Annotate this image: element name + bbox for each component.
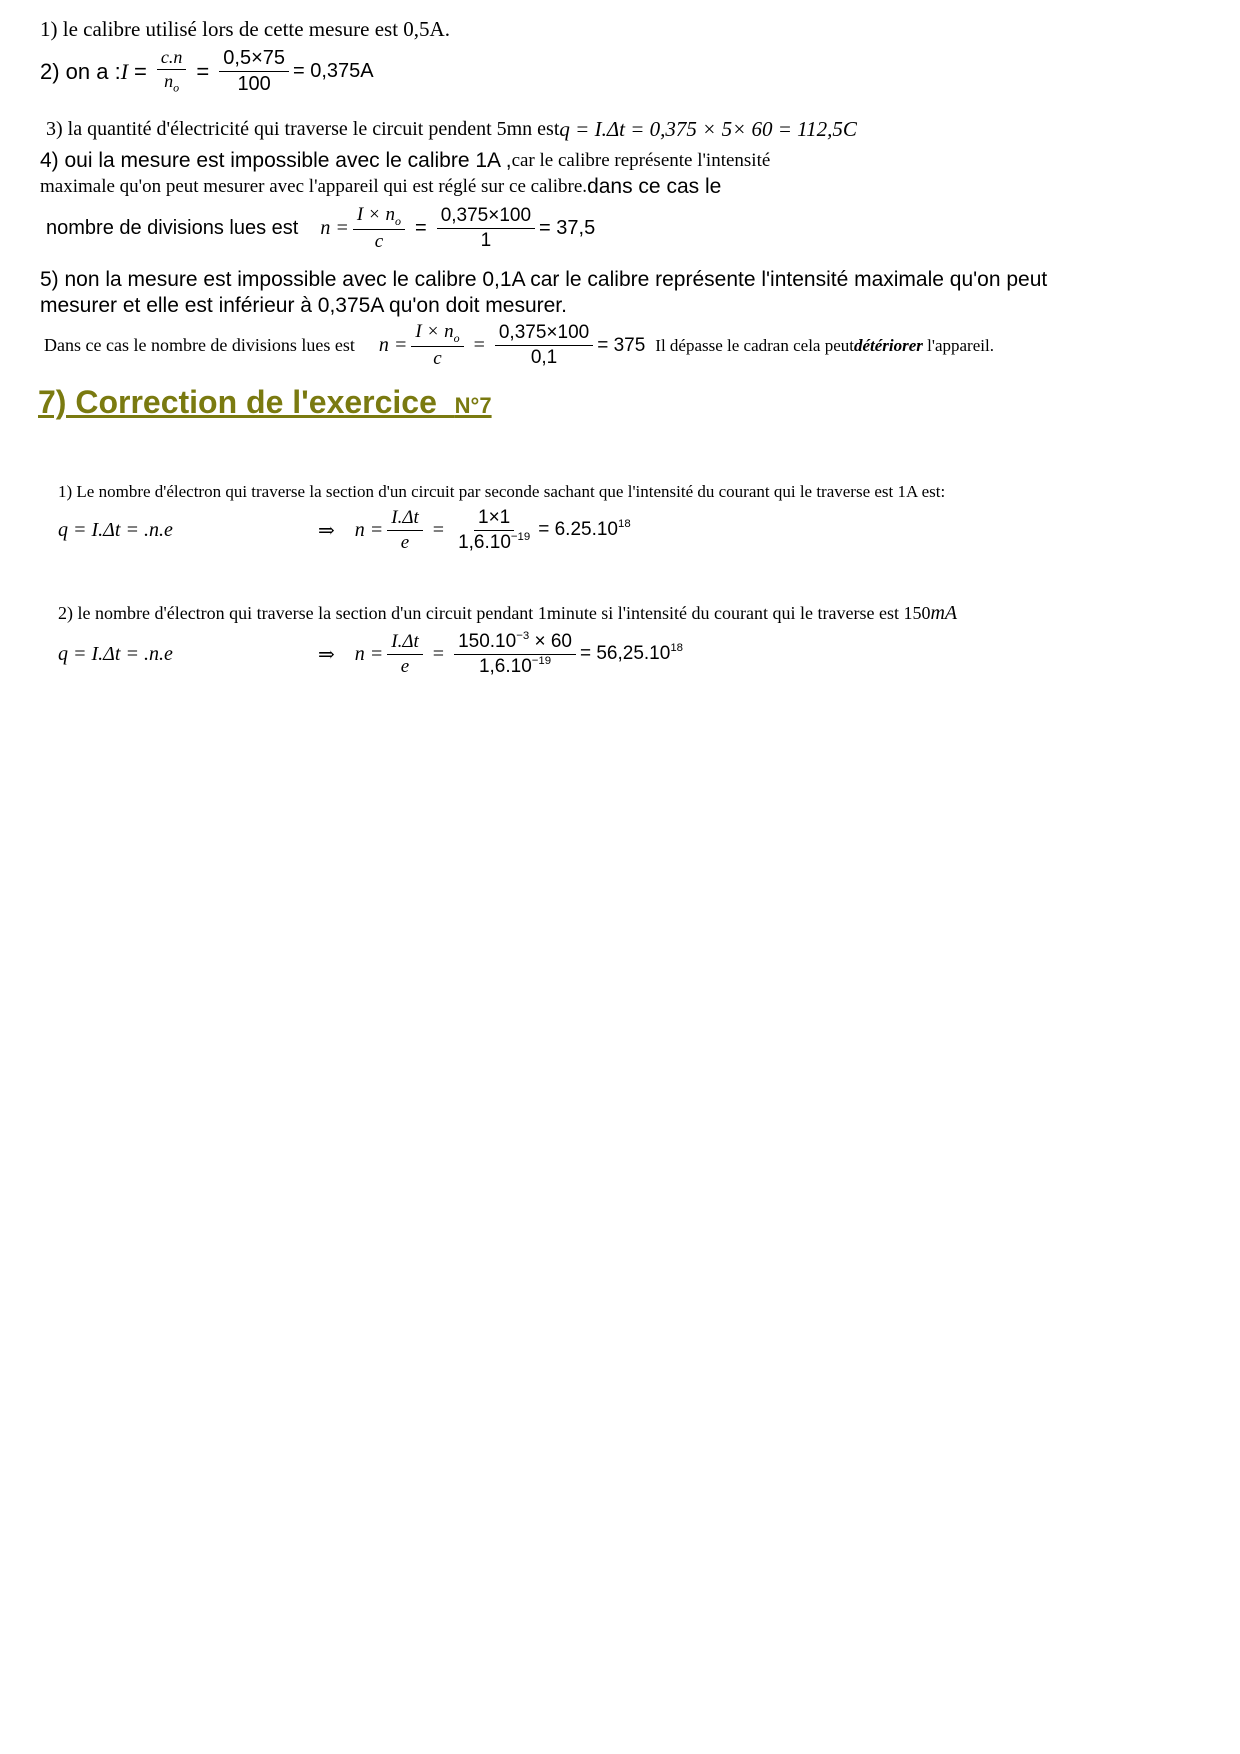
exercise-7-formula-1: q = I.Δt = .n.e ⇒ n = $\frac{I.\Delta t}{e}$ = $\frac{1\times 1}{1,6.10^{-19}}$ = $6.25.10^{18}$ (58, 507, 631, 553)
answer-2-fraction-2 (219, 48, 289, 95)
implies-icon: ⇒ (318, 643, 335, 666)
exercise-7-question-2 (58, 602, 957, 625)
answer-4-text-d: dans ce cas le (587, 175, 722, 198)
answer-1-line (40, 17, 450, 42)
answer-4-text-a: 4) oui la mesure est impossible avec le calibre 1A , (40, 149, 512, 172)
question-1-text: 1) Le nombre d'électron qui traverse la section d'un circuit par seconde sachant que l'intensité du courant qui le traverse est 1A est: (58, 482, 946, 501)
answer-2-var: I (120, 58, 129, 84)
section-heading (38, 384, 492, 421)
answer-1-text: 1) le calibre utilisé lors de cette mesure est 0,5A. (40, 17, 450, 41)
fraction-numerator: $150.10^{-3} \times 60$ (454, 632, 576, 655)
fraction-denominator: $1,6.10^{-19}$ (458, 530, 531, 553)
answer-5-result: = 375 (597, 334, 646, 356)
answer-5-formula-text: Dans ce cas le nombre de divisions lues est (44, 335, 355, 356)
fraction-numerator: 1×1 (474, 508, 514, 531)
answer-5-fraction-1 (411, 322, 463, 369)
answer-4-line-2 (40, 175, 721, 199)
fraction-numerator: I.Δt (387, 632, 423, 655)
answer-3-formula: q = I.Δt = 0,375 × 5× 60 = 112,5C (559, 117, 857, 141)
answer-2-fraction-1 (157, 48, 187, 94)
answer-5-fraction-2 (495, 323, 593, 368)
fraction-denominator: 0,1 (530, 347, 558, 369)
answer-4-line (40, 149, 770, 173)
heading-number: N°7 (454, 393, 492, 418)
answer-4-fraction-1 (353, 205, 405, 252)
answer-5-text: 5) non la mesure est impossible avec le calibre 0,1A car le calibre représente l'intensité maximale qu'on peut (40, 268, 1048, 291)
answer-5-tail-a: Il dépasse le cadran cela peut (655, 335, 854, 355)
answer-4-text-c: maximale qu'on peut mesurer avec l'appareil qui est réglé sur ce calibre. (40, 176, 588, 197)
answer-2-line: 2) on a : I = $\frac{c.n}{n_o}$ = $\frac{0,5\times 75}{100}$ = 0,375A (40, 47, 374, 95)
formula-2-var: n = (354, 642, 384, 665)
exercise-7-question-1 (58, 482, 945, 502)
answer-2-result: = 0,375A (293, 60, 374, 82)
fraction-numerator: $I \times n_o$ (353, 205, 405, 230)
formula-1-result: = $6.25.10^{18}$ (538, 518, 631, 541)
answer-5-tail-c: l'appareil. (922, 335, 994, 355)
formula-1-left: q = I.Δt = .n.e (58, 518, 173, 541)
formula-2-result: = $56,25.10^{18}$ (579, 642, 683, 665)
fraction-numerator: I.Δt (387, 508, 423, 531)
fraction-numerator: 0,375×100 (437, 206, 535, 229)
fraction-denominator: e (400, 531, 410, 553)
answer-4-text-b: car le calibre représente l'intensité (511, 150, 771, 171)
formula-2-left: q = I.Δt = .n.e (58, 642, 173, 665)
fraction-denominator: c (374, 231, 384, 253)
answer-4-result: = 37,5 (539, 217, 596, 240)
fraction-denominator: c (433, 348, 442, 370)
implies-icon: ⇒ (318, 519, 335, 542)
formula-2-fraction-2 (454, 632, 576, 677)
formula-2-fraction-1 (387, 632, 423, 677)
fraction-numerator: 0,5×75 (219, 48, 289, 72)
heading-title: 7) Correction de l'exercice (38, 384, 455, 420)
question-2-text: 2) le nombre d'électron qui traverse la section d'un circuit pendant 1minute si l'intensité du courant qui le traverse est 150 (58, 603, 931, 623)
formula-1-fraction-2 (454, 508, 534, 553)
answer-5-formula-line: Dans ce cas le nombre de divisions lues est n = $\frac{I \times n_o}{c}$ = $\frac{0,375\times 100}{0,1}$ = 375 Il dépasse le cadran cela peut détériorer l'appareil. (44, 321, 994, 370)
answer-3-text: 3) la quantité d'électricité qui traverse le circuit pendent 5mn est (46, 118, 560, 140)
fraction-numerator: c.n (157, 48, 187, 70)
fraction-denominator: e (400, 655, 410, 677)
answer-5-tail-emphasis: détériorer (853, 335, 923, 355)
fraction-numerator: $I \times n_o$ (411, 322, 463, 347)
question-2-unit: mA (930, 602, 958, 624)
fraction-denominator: 1 (480, 230, 492, 252)
formula-1-var: n = (354, 518, 384, 541)
fraction-numerator: 0,375×100 (495, 323, 593, 346)
answer-4-formula-text: nombre de divisions lues est (46, 217, 299, 240)
answer-5-text-2: mesurer et elle est inférieur à 0,375A qu'on doit mesurer. (40, 294, 567, 317)
answer-5-line (40, 268, 1047, 292)
answer-4-formula-line: nombre de divisions lues est n = $\frac{I \times n_o}{c}$ = $\frac{0,375\times 100}{1}$ = 37,5 (46, 204, 596, 253)
formula-1-fraction-1 (387, 508, 423, 553)
answer-5-line-2 (40, 294, 567, 318)
answer-4-fraction-2 (437, 206, 535, 251)
fraction-denominator: $n_o$ (164, 71, 180, 95)
fraction-denominator: 100 (237, 73, 271, 95)
fraction-denominator: $1,6.10^{-19}$ (478, 654, 552, 677)
answer-5-var: n = (378, 334, 408, 357)
answer-3-line (46, 117, 857, 142)
exercise-7-formula-2: q = I.Δt = .n.e ⇒ n = $\frac{I.\Delta t}{e}$ = $\frac{150.10^{-3} \times 60}{1,6.10^{-19}}$ = $56,25.10^{18}$ (58, 630, 683, 677)
answer-4-var: n = (320, 217, 349, 240)
answer-2-prefix: 2) on a : (40, 58, 121, 84)
